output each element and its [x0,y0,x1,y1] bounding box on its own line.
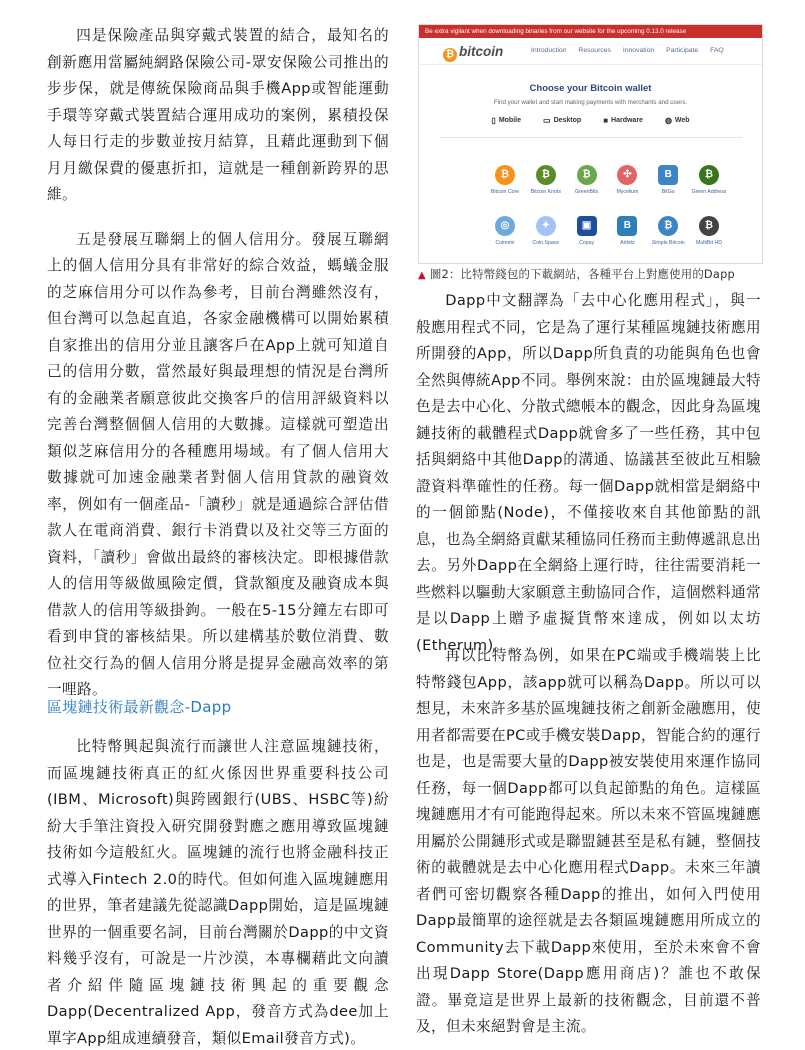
left-column [47,23,389,704]
lock-icon: ■ [603,116,609,125]
airbitz-icon: B [617,216,637,236]
paragraph-wearable-insurance: 四是保險產品與穿戴式裝置的結合，最知名的創新應用當屬純網路保險公司-眾安保險公司推出的步步保，就是傳統保險商品與手機App或智能運動手環等穿戴式裝置結合運用成功的案例，累積投保人每日行走的步數並按月結算，且藉此運動到下個月月繳保費的優惠折扣，這就是一種創新跨界的思維。 [47,27,389,203]
wallet-bitcoin-core: ₿ Bitcoin Core [487,165,523,195]
paragraph-dapp-definition: Dapp中文翻譯為「去中心化應用程式」，與一般應用程式不同，它是為了運行某種區塊鏈技術應用所開發的App，所以Dapp所負責的功能與角色也會全然與傳統App不同。舉例來說：由於區塊鏈最大特色是去中心化、分散式總帳本的觀念，因此身為區塊鏈技術的載體程式Dapp就會多了一些任務，其中包括與網絡中其他Dapp的溝通、協議甚至彼此互相驗證資料準確性的任務。每一個Dapp就相當是網絡中的一個節點(Node)，不僅接收來自其他節點的訊息，也為全網絡貢獻某種協同任務而主動傳遞訊息出去。另外Dapp在全網絡上運行時，往往需要消耗一些燃料以驅動大家願意主動協同合作，這個燃料通常是以Dapp上贈予虛擬貨幣來達成，例如以太坊(Etherum)。 [416,292,761,654]
wallet-multibit-hd: ₿ MultiBit HD [691,216,727,246]
monitor-icon: ▭ [543,116,551,125]
divider [439,137,742,138]
mycelium-icon: ✣ [617,165,637,185]
bitgo-icon: B [658,165,678,185]
figure-caption: ▲ 圖2：比特幣錢包的下載網站，各種平台上對應使用的Dapp [418,267,735,281]
copay-icon: ▣ [577,216,597,236]
nav-link-participate: Participate [666,47,699,54]
wallet-copay: ▣ Copay [569,216,605,246]
nav-link-introduction: Introduction [531,47,567,54]
paragraph-blockchain-intro: 比特幣興起與流行而讓世人注意區塊鏈技術，而區塊鏈技術真正的紅火係因世界重要科技公司(IBM、Microsoft)與跨國銀行(UBS、HSBC等)紛紛大手筆注資投入研究開發對應之應用導致區塊鏈技術如今這般紅火。區塊鏈的流行也將金融科技正式導入Fintech 2.0的時代。但如何進入區塊鏈應用的世界，筆者建議先從認識Dapp開始，這是區塊鏈世界的一個重要名詞，目前台灣關於Dapp的中文資料幾乎沒有，可說是一片沙漠，本專欄藉此文向讀者介紹伴隨區塊鏈技術興起的重要觀念Dapp(Decentralized App，發音方式為dee加上單字App組成連續發音，類似Email發音方式)。 [47,738,389,1047]
nav-link-resources: Resources [578,47,611,54]
greenbits-icon: ₿ [577,165,597,185]
wallet-airbitz: B Airbitz [609,216,645,246]
paragraph-dapp-example: 再以比特幣為例，如果在PC端或手機端裝上比特幣錢包App，該app就可以稱為Dapp。所以可以想見，未來許多基於區塊鏈技術之創新金融應用，使用者都需要在PC或手機安裝Dapp，智能合約的運行也是，也是需要大量的Dapp被安裝使用來運作協同任務，每一個Dapp都可以負起節點的角色。這樣區塊鏈應用才有可能跑得起來。所以未來不管區塊鏈應用屬於公開鏈形式或是聯盟鏈甚至是私有鏈，整個技術的載體就是去中心化應用程式Dapp。未來三年讀者們可密切觀察各種Dapp的推出，如何入門使用Dapp最簡單的途徑就是去各類區塊鏈應用所成立的Community去下載Dapp來使用，至於未來會不會出現Dapp Store(Dapp應用商店)？誰也不敢保證。畢竟這是世界上最新的技術觀念，目前還不普及，但未來絕對會是主流。 [416,647,761,1035]
platform-mobile: ▯ Mobile [491,116,521,125]
globe-icon: ◍ [664,116,672,125]
site-nav [419,38,762,65]
paragraph-personal-credit: 五是發展互聯網上的個人信用分。發展互聯網上的個人信用分具有非常好的綜合效益，螞蟻金服的芝麻信用分可以作為參考，目前台灣雖然沒有，但台灣可以急起直追，各家金融機構可以開始累積自家推出的信用分並且讓客戶在App上就可知道自己的信用分數，當然最好與最理想的情況是台灣所有的金融業者願意彼此交換客戶的信用評級資料以完善台灣整個個人信用的大數據。這樣就可塑造出類似芝麻信用分的各種應用場域。有了個人信用大數據就可加速金融業者對個人信用貸款的融資效率，例如有一個產品-「讀秒」就是通過綜合評估借款人在電商消費、銀行卡消費以及社交等三方面的資料，「讀秒」會做出最終的審核決定。即根據借款人的信用等級做風險定價，貸款額度及融資成本與借款人的信用等級掛鉤。一般在5-15分鐘左右即可看到申貸的審核結果。所以建構基於數位消費、數位社交行為的個人信用分將是提昇金融高效率的第一哩路。 [47,230,389,698]
right-column [416,288,761,659]
bitcoin-wallet-screenshot [418,24,763,264]
wallet-coinomi: ◎ Coinomi [487,216,523,246]
platform-web: ◍ Web [664,116,690,125]
wallet-subheading: Find your wallet and start making payments with merchants and users. [493,99,688,106]
wallet-coin-space: ✦ Coin.Space [528,216,564,246]
platform-tabs [419,116,762,125]
simple-bitcoin-icon: ₿ [658,216,678,236]
platform-hardware: ■ Hardware [603,116,643,125]
nav-link-faq: FAQ [710,47,724,54]
warning-banner: Be extra vigilant when downloading binaries from our website for the upcoming 0.13.0 release [419,25,762,38]
left-column-dapp [47,734,389,1050]
phone-icon: ▯ [491,116,496,125]
nav-links [531,47,734,54]
coin-space-icon: ✦ [536,216,556,236]
wallet-green-address: ₿ Green Address [691,165,727,195]
right-column-dapp-example [416,643,761,1041]
wallet-heading: Choose your Bitcoin wallet [529,83,652,94]
bitcoin-core-icon: ₿ [495,165,515,185]
wallet-bitcoin-knots: ₿ Bitcoin Knots [528,165,564,195]
green-address-icon: ₿ [699,165,719,185]
wallet-row-2 [487,216,727,246]
bitcoin-logo: ₿ bitcoin [443,44,503,62]
wallet-greenbits: ₿ GreenBits [569,165,605,195]
triangle-icon: ▲ [418,270,426,281]
bitcoin-icon: ₿ [443,48,457,62]
coinomi-icon: ◎ [495,216,515,236]
multibit-hd-icon: ₿ [699,216,719,236]
wallet-bitgo: B BitGo [650,165,686,195]
wallet-simple-bitcoin: ₿ Simple Bitcoin [650,216,686,246]
platform-desktop: ▭ Desktop [543,116,582,125]
nav-link-innovation: Innovation [622,47,655,54]
wallet-row-1 [487,165,727,195]
section-title-dapp: 區塊鏈技術最新觀念-Dapp [47,698,232,716]
bitcoin-knots-icon: ₿ [536,165,556,185]
wallet-mycelium: ✣ Mycelium [609,165,645,195]
